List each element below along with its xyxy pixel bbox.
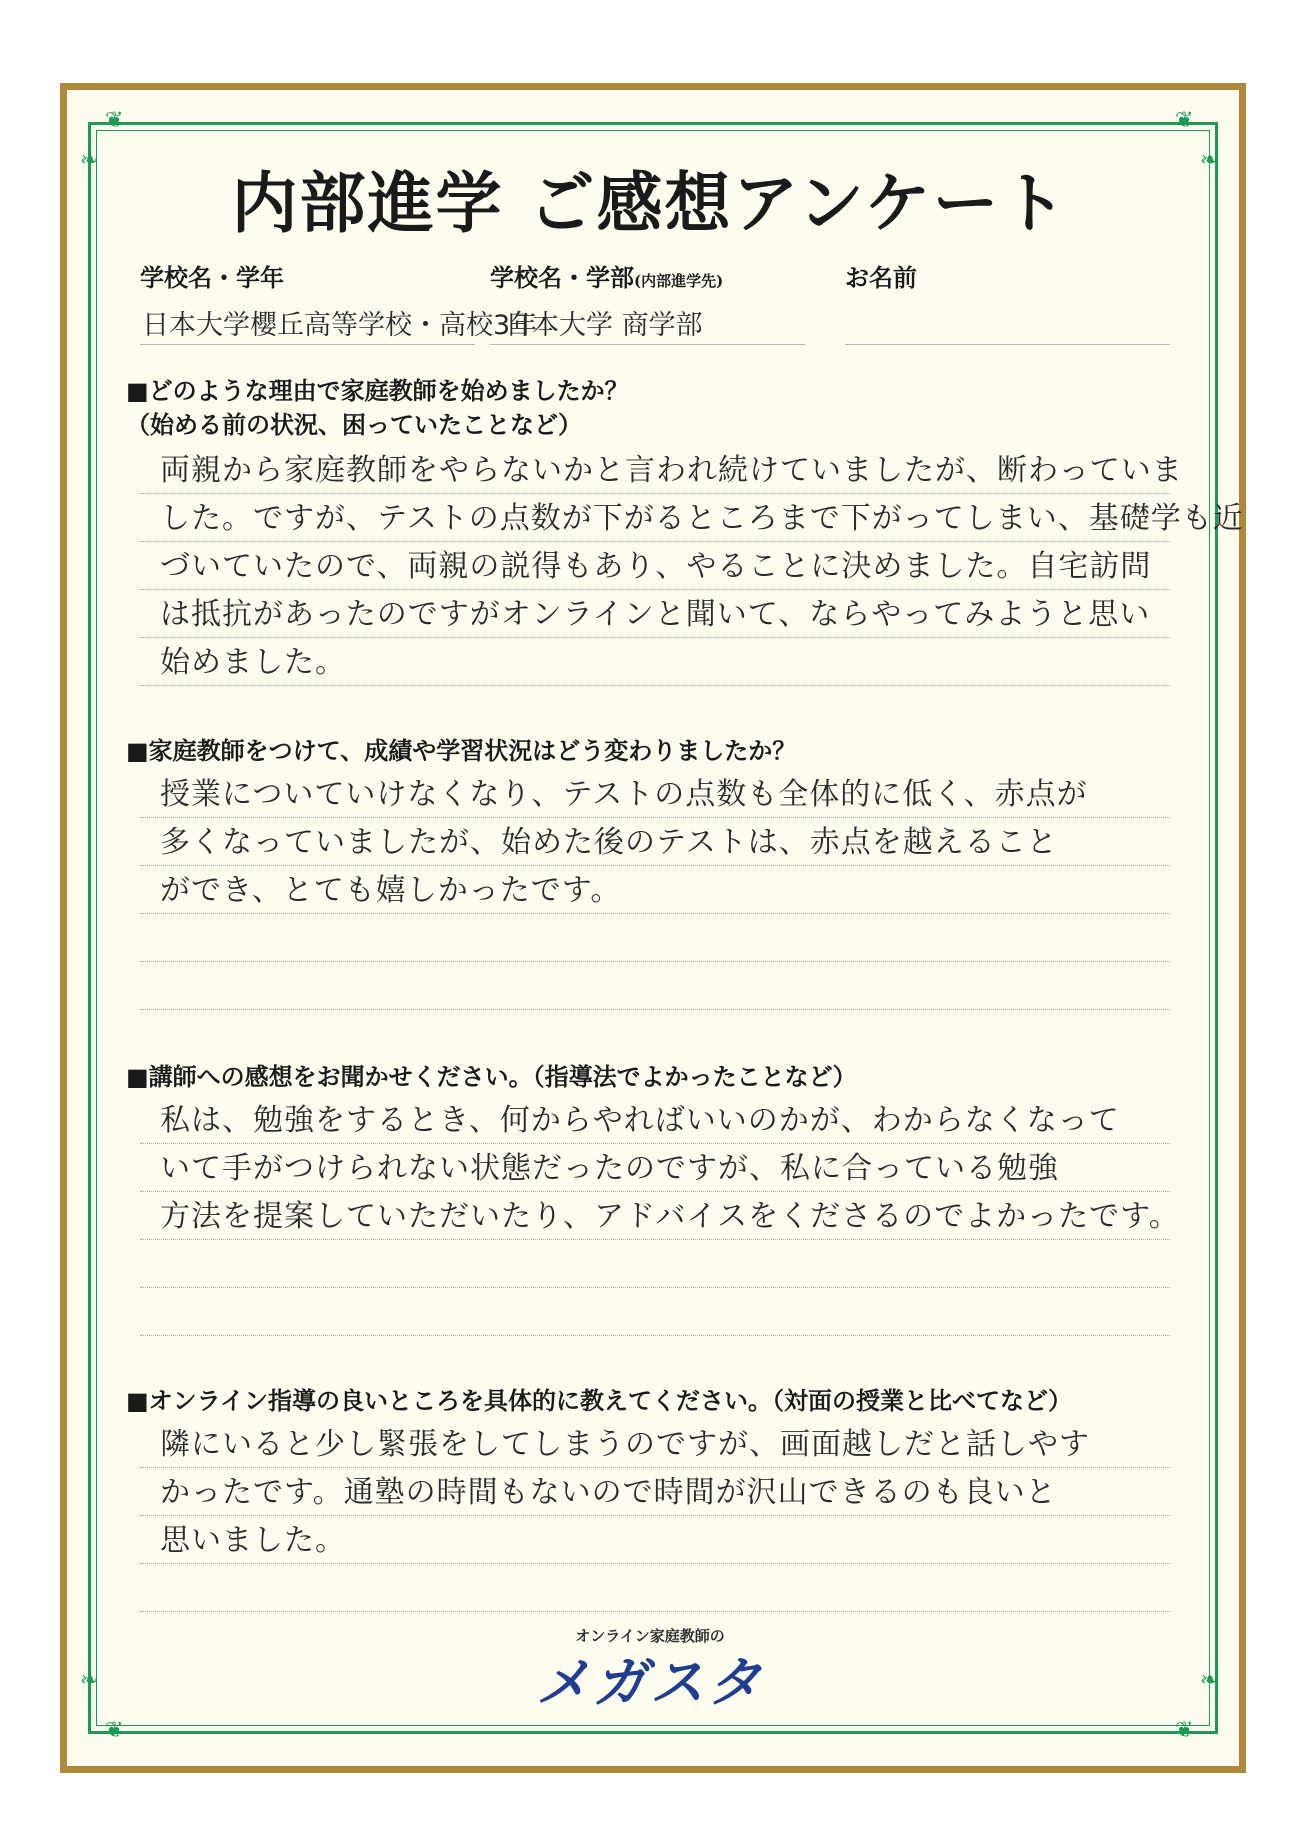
answer-line: は抵抗があったのですがオンラインと聞いて、ならやってみようと思い bbox=[140, 590, 1170, 638]
answer-line: 授業についていけなくなり、テストの点数も全体的に低く、赤点が bbox=[140, 770, 1170, 818]
answer-line: ができ、とても嬉しかったです。 bbox=[140, 866, 1170, 914]
corner-ornament-icon: ❦ bbox=[1175, 108, 1194, 133]
side-ornament-icon: ❧ bbox=[80, 1668, 99, 1693]
corner-ornament-icon: ❦ bbox=[1175, 1718, 1194, 1743]
answer-line: 方法を提案していただいたり、アドバイスをくださるのでよかったです。 bbox=[140, 1192, 1170, 1240]
answer-line bbox=[140, 962, 1170, 1010]
question-4-title bbox=[126, 1384, 1072, 1418]
school-underline bbox=[140, 344, 475, 345]
answer-line: かったです。通塾の時間もないので時間が沢山できるのも良いと bbox=[140, 1468, 1170, 1516]
question-1-title bbox=[126, 374, 629, 442]
answer-line bbox=[140, 1288, 1170, 1336]
question-4-title-line1: ■オンライン指導の良いところを具体的に教えてください。（対面の授業と比べてなど） bbox=[126, 1386, 1072, 1415]
question-3-answer bbox=[140, 1096, 1180, 1336]
question-1-title-line1: ■どのような理由で家庭教師を始めましたか？ bbox=[126, 376, 629, 405]
school-label: 学校名・学年 bbox=[140, 263, 284, 292]
answer-line bbox=[140, 914, 1170, 962]
side-ornament-icon: ❧ bbox=[1200, 148, 1219, 173]
dest-value: 日本大学 商学部 bbox=[505, 310, 703, 341]
answer-line: 多くなっていましたが、始めた後のテストは、赤点を越えること bbox=[140, 818, 1170, 866]
dest-label-text: 学校名・学部 bbox=[490, 263, 634, 292]
logo-subtitle: オンライン家庭教師の bbox=[575, 1627, 725, 1645]
name-underline bbox=[845, 344, 1170, 345]
question-2-answer bbox=[140, 770, 1170, 1010]
answer-line: 隣にいると少し緊張をしてしまうのですが、画面越しだと話しやす bbox=[140, 1420, 1170, 1468]
answer-line: した。ですが、テストの点数が下がるところまで下がってしまい、基礎学も近 bbox=[140, 494, 1170, 542]
dest-underline bbox=[490, 344, 805, 345]
corner-ornament-icon: ❦ bbox=[105, 1718, 124, 1743]
question-3-title bbox=[126, 1060, 857, 1094]
dest-label-note: (内部進学先) bbox=[634, 272, 724, 290]
answer-line: 私は、勉強をするとき、何からやればいいのかが、わからなくなって bbox=[140, 1096, 1170, 1144]
answer-line bbox=[140, 1240, 1170, 1288]
answer-line: づいていたので、両親の説得もあり、やることに決めました。自宅訪問 bbox=[140, 542, 1170, 590]
name-label: お名前 bbox=[845, 263, 917, 292]
answer-line: 両親から家庭教師をやらないかと言われ続けていましたが、断わっていま bbox=[140, 446, 1170, 494]
answer-line: 思いました。 bbox=[140, 1516, 1170, 1564]
school-value: 日本大学櫻丘高等学校・高校3年 bbox=[142, 310, 538, 341]
side-ornament-icon: ❧ bbox=[80, 148, 99, 173]
question-1-title-line2: （始める前の状況、困っていたことなど） bbox=[126, 410, 582, 439]
question-2-title-line1: ■家庭教師をつけて、成績や学習状況はどう変わりましたか？ bbox=[126, 736, 797, 765]
page-title: 内部進学 ご感想アンケート bbox=[231, 164, 1069, 242]
answer-line: いて手がつけられない状態だったのですが、私に合っている勉強 bbox=[140, 1144, 1170, 1192]
answer-line bbox=[140, 1564, 1170, 1612]
dest-label bbox=[490, 258, 723, 293]
megasta-logo: メガスタ bbox=[536, 1651, 764, 1714]
corner-ornament-icon: ❦ bbox=[105, 108, 124, 133]
question-3-title-line1: ■講師への感想をお聞かせください。（指導法でよかったことなど） bbox=[126, 1062, 857, 1091]
answer-line: 始めました。 bbox=[140, 638, 1170, 686]
question-4-answer bbox=[140, 1420, 1170, 1612]
question-1-answer bbox=[140, 446, 1244, 686]
side-ornament-icon: ❧ bbox=[1200, 1668, 1219, 1693]
question-2-title bbox=[126, 734, 796, 768]
